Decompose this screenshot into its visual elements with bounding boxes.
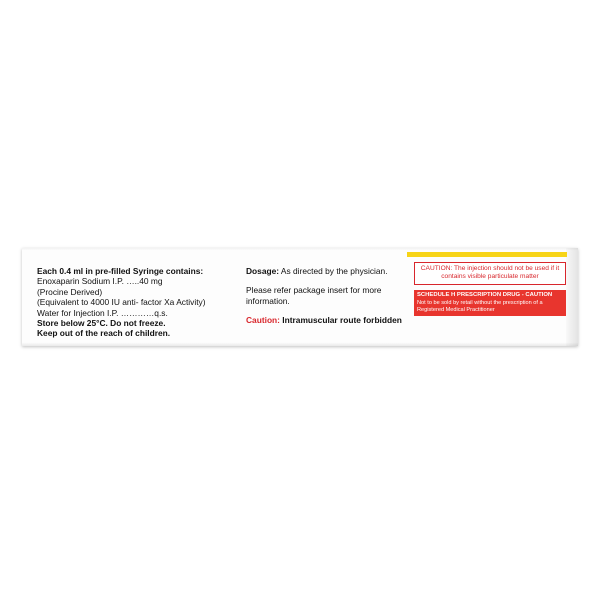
dosage-label: Dosage: <box>246 266 280 276</box>
composition-block <box>37 266 240 339</box>
caution-particulate-box: CAUTION: The injection should not be used if it contains visible particulate matter <box>414 262 566 285</box>
dosage-line <box>246 266 406 277</box>
storage-instruction: Store below 25°C. Do not freeze. <box>37 318 166 329</box>
composition-line-3: (Equivalent to 4000 IU anti- factor Xa Activity) <box>37 297 206 308</box>
dosage-block <box>246 266 406 334</box>
carton-right-edge-shade <box>566 248 578 346</box>
carton-top-edge <box>22 248 578 251</box>
medicine-carton <box>22 248 578 346</box>
package-insert-note: Please refer package insert for more information. <box>246 285 382 306</box>
route-caution-label: Caution: <box>246 315 280 325</box>
composition-line-4: Water for Injection I.P. …………q.s. <box>37 307 168 318</box>
composition-heading: Each 0.4 ml in pre-filled Syringe contains: <box>37 266 204 276</box>
carton-bottom-edge <box>22 342 578 346</box>
dosage-text: As directed by the physician. <box>280 266 388 276</box>
route-caution <box>246 315 406 326</box>
schedule-h-text: Not to be sold by retail without the prescription of a Registered Medical Practitioner <box>417 299 543 313</box>
yellow-stripe <box>407 252 567 257</box>
composition-line-2: (Procine Derived) <box>37 286 103 297</box>
route-caution-text: Intramuscular route forbidden <box>282 315 402 325</box>
keep-away-children-instruction: Keep out of the reach of children. <box>37 328 171 339</box>
composition-line-1: Enoxaparin Sodium I.P. …..40 mg <box>37 276 163 287</box>
schedule-h-box <box>414 290 566 316</box>
schedule-h-title: SCHEDULE H PRESCRIPTION DRUG - CAUTION <box>417 291 553 298</box>
warning-block <box>414 262 566 316</box>
